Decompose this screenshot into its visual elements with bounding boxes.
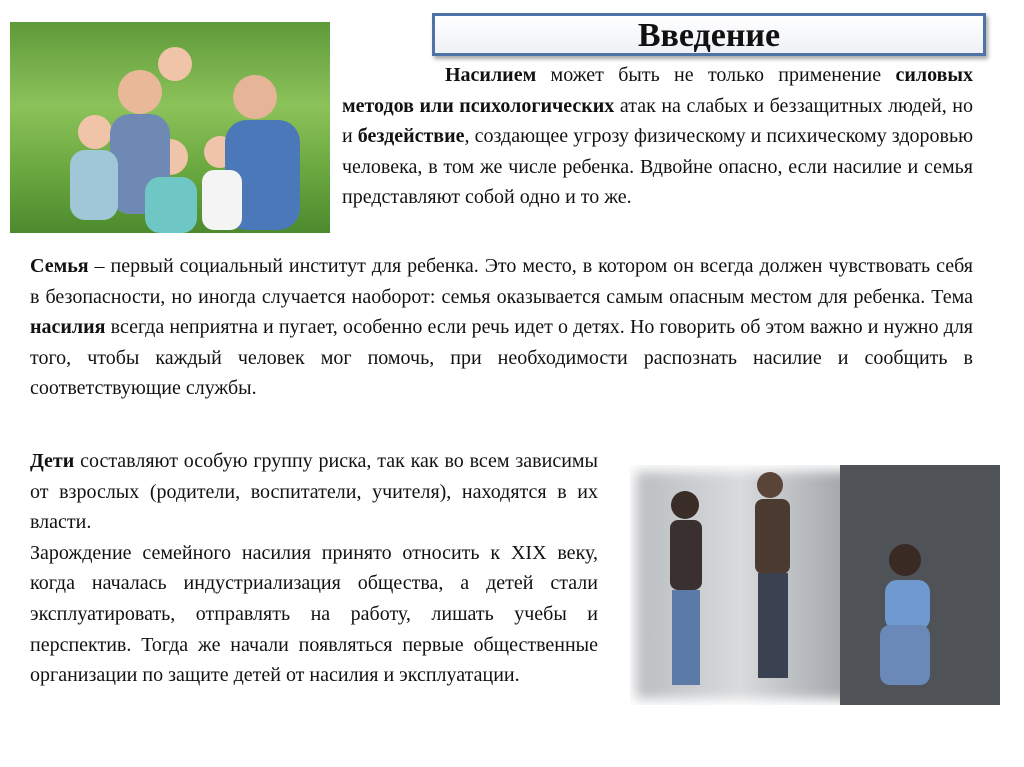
text: составляют особую группу риска, так как во всем зависимы от взрослых (родители, воспитатели, учителя), находятся в их власти. [30, 450, 598, 534]
family-paragraph [30, 251, 973, 404]
family-photo [10, 22, 330, 233]
bold-term: бездействие [357, 125, 465, 148]
text: атак на слабых и беззащитных людей, но и [342, 94, 973, 148]
bold-term: Дети [30, 450, 75, 472]
text: может быть не только применение [536, 64, 896, 86]
bold-term: Насилием [445, 64, 537, 86]
violence-illustration [630, 465, 1000, 705]
children-paragraph [30, 446, 598, 691]
intro-paragraph [342, 60, 973, 213]
family-illustration [10, 22, 330, 233]
text: , создающее угрозу физическому и психическому здоровью человека, в том же числе ребенка. Вдвойне опасно, если насилие и семья представляют собой одно и то же. [342, 125, 974, 209]
bold-term: насилия [30, 316, 106, 339]
slide-title: Введение [637, 17, 781, 54]
domestic-violence-photo [630, 465, 1000, 705]
text: Зарождение семейного насилия принято относить к XIX веку, когда началась индустриализация общества, а детей стали эксплуатировать, отправлять на работу, лишать учебы и перспектив. Тогда же начали появляться первые общественные организации по защите детей от насилия и эксплуатации. [30, 541, 598, 687]
title-box [432, 13, 986, 56]
text: всегда неприятна и пугает, особенно если речь идет о детях. Но говорить об этом важно и нужно для того, чтобы каждый человек мог помочь, при необходимости распознать насилие и сообщить в соответствующие службы. [30, 316, 973, 400]
text: – первый социальный институт для ребенка. Это место, в котором он всегда должен чувствовать себя в безопасности, но иногда случается наоборот: семья оказывается самым опасным местом для ребенка. Тема [30, 255, 973, 308]
bold-term: силовых методов или психологических [342, 64, 973, 117]
bold-term: Семья [30, 255, 89, 277]
